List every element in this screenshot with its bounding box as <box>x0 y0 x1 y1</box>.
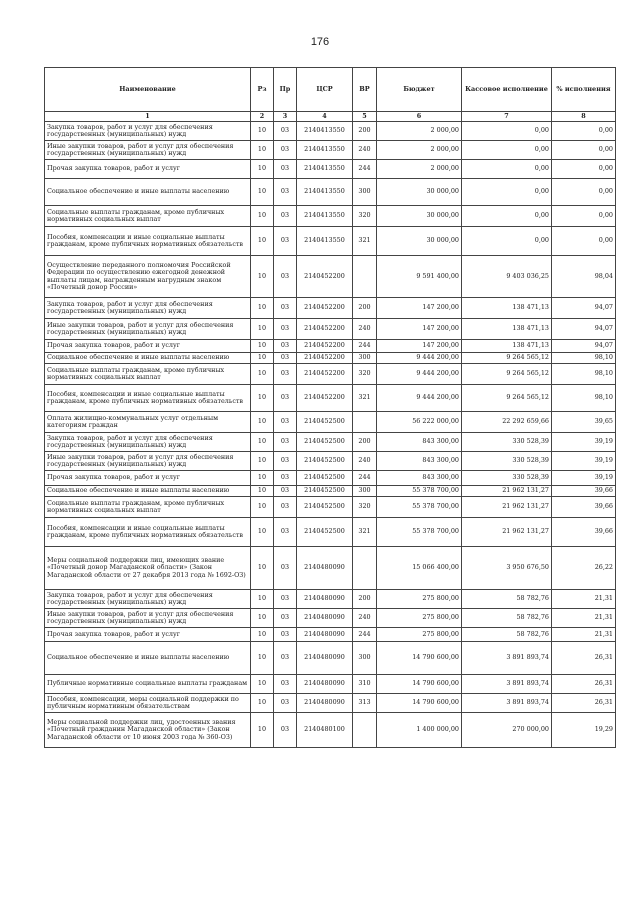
row-name: Меры социальной поддержки лиц, удостоенных звания «Почетный гражданин Магаданской области» (Закон Магаданской области от 10 июня 2003 года № 360-ОЗ) <box>45 713 251 748</box>
row-rz: 10 <box>251 609 274 628</box>
row-name: Закупка товаров, работ и услуг для обеспечения государственных (муниципальных) нужд <box>45 122 251 141</box>
row-vr: 321 <box>353 518 377 547</box>
row-cash: 3 891 893,74 <box>462 694 552 713</box>
table-row <box>45 486 616 497</box>
row-cash: 21 962 131,27 <box>462 497 552 518</box>
row-vr: 244 <box>353 160 377 179</box>
row-pr: 03 <box>274 497 297 518</box>
row-rz: 10 <box>251 590 274 609</box>
row-pr: 03 <box>274 364 297 385</box>
row-csr: 2140480090 <box>297 609 353 628</box>
column-number: 8 <box>552 112 616 122</box>
table-row <box>45 694 616 713</box>
row-budget: 843 300,00 <box>377 452 462 471</box>
row-pct: 21,31 <box>552 609 616 628</box>
row-pct: 0,00 <box>552 122 616 141</box>
row-pr: 03 <box>274 609 297 628</box>
row-vr: 300 <box>353 179 377 206</box>
row-vr: 320 <box>353 206 377 227</box>
row-pct: 39,65 <box>552 412 616 433</box>
row-pct: 21,31 <box>552 628 616 642</box>
row-rz: 10 <box>251 694 274 713</box>
row-rz: 10 <box>251 340 274 353</box>
row-cash: 330 528,39 <box>462 433 552 452</box>
row-vr: 300 <box>353 642 377 675</box>
table-row <box>45 353 616 364</box>
row-cash: 21 962 131,27 <box>462 518 552 547</box>
table-row <box>45 497 616 518</box>
row-csr: 2140480090 <box>297 694 353 713</box>
row-name: Пособия, компенсации и иные социальные выплаты гражданам, кроме публичных нормативных обязательств <box>45 385 251 412</box>
row-budget: 2 000,00 <box>377 122 462 141</box>
row-rz: 10 <box>251 452 274 471</box>
column-number: 5 <box>353 112 377 122</box>
row-vr: 321 <box>353 385 377 412</box>
row-name: Социальное обеспечение и иные выплаты населению <box>45 353 251 364</box>
header-budget: Бюджет <box>377 68 462 112</box>
row-name: Пособия, компенсации, меры социальной поддержки по публичным нормативным обязательствам <box>45 694 251 713</box>
row-pct: 94,07 <box>552 319 616 340</box>
row-cash: 0,00 <box>462 122 552 141</box>
row-rz: 10 <box>251 298 274 319</box>
row-vr <box>353 713 377 748</box>
column-number: 3 <box>274 112 297 122</box>
row-cash: 9 264 565,12 <box>462 385 552 412</box>
row-name: Прочая закупка товаров, работ и услуг <box>45 340 251 353</box>
row-cash: 0,00 <box>462 227 552 256</box>
row-rz: 10 <box>251 486 274 497</box>
row-pct: 0,00 <box>552 227 616 256</box>
row-cash: 0,00 <box>462 160 552 179</box>
table-row <box>45 298 616 319</box>
column-number: 7 <box>462 112 552 122</box>
row-rz: 10 <box>251 160 274 179</box>
row-pr: 03 <box>274 353 297 364</box>
row-cash: 22 292 659,66 <box>462 412 552 433</box>
page-number: 176 <box>310 36 330 48</box>
row-cash: 3 950 676,50 <box>462 547 552 590</box>
row-rz: 10 <box>251 471 274 486</box>
row-vr <box>353 412 377 433</box>
row-pr: 03 <box>274 452 297 471</box>
row-pr: 03 <box>274 385 297 412</box>
row-csr: 2140452200 <box>297 353 353 364</box>
row-pct: 98,04 <box>552 256 616 298</box>
column-number: 6 <box>377 112 462 122</box>
row-rz: 10 <box>251 319 274 340</box>
row-budget: 15 066 400,00 <box>377 547 462 590</box>
row-vr: 240 <box>353 452 377 471</box>
header-name: Наименование <box>45 68 251 112</box>
row-vr: 240 <box>353 609 377 628</box>
row-name: Иные закупки товаров, работ и услуг для обеспечения государственных (муниципальных) нужд <box>45 141 251 160</box>
row-rz: 10 <box>251 547 274 590</box>
row-cash: 9 264 565,12 <box>462 364 552 385</box>
row-budget: 843 300,00 <box>377 433 462 452</box>
column-number: 2 <box>251 112 274 122</box>
row-budget: 275 800,00 <box>377 590 462 609</box>
row-budget: 1 400 000,00 <box>377 713 462 748</box>
column-number-row <box>45 112 616 122</box>
header-cash: Кассовое исполнение <box>462 68 552 112</box>
row-pct: 0,00 <box>552 141 616 160</box>
column-number: 4 <box>297 112 353 122</box>
row-name: Меры социальной поддержки лиц, имеющих звание «Почетный донор Магаданской области» (Закон Магаданской области от 27 декабря 2013 года № 1692-ОЗ) <box>45 547 251 590</box>
row-cash: 58 782,76 <box>462 590 552 609</box>
row-pct: 39,66 <box>552 486 616 497</box>
row-cash: 58 782,76 <box>462 609 552 628</box>
table-header-row <box>45 68 616 112</box>
row-budget: 55 378 700,00 <box>377 497 462 518</box>
row-cash: 138 471,13 <box>462 319 552 340</box>
row-rz: 10 <box>251 433 274 452</box>
row-pct: 0,00 <box>552 160 616 179</box>
row-csr: 2140480090 <box>297 628 353 642</box>
row-budget: 275 800,00 <box>377 628 462 642</box>
table-row <box>45 518 616 547</box>
row-pct: 26,31 <box>552 642 616 675</box>
header-csr: ЦСР <box>297 68 353 112</box>
row-vr: 244 <box>353 340 377 353</box>
row-csr: 2140452200 <box>297 364 353 385</box>
header-pr: Пр <box>274 68 297 112</box>
row-pr: 03 <box>274 713 297 748</box>
row-vr: 200 <box>353 122 377 141</box>
row-csr: 2140452200 <box>297 298 353 319</box>
row-cash: 0,00 <box>462 141 552 160</box>
row-pct: 94,07 <box>552 340 616 353</box>
row-rz: 10 <box>251 179 274 206</box>
row-rz: 10 <box>251 227 274 256</box>
table-row <box>45 547 616 590</box>
row-vr: 244 <box>353 628 377 642</box>
row-pct: 26,22 <box>552 547 616 590</box>
row-budget: 2 000,00 <box>377 160 462 179</box>
budget-execution-table <box>44 67 616 748</box>
row-budget: 14 790 600,00 <box>377 675 462 694</box>
row-rz: 10 <box>251 385 274 412</box>
row-rz: 10 <box>251 256 274 298</box>
row-budget: 9 444 200,00 <box>377 353 462 364</box>
row-cash: 138 471,13 <box>462 298 552 319</box>
row-pr: 03 <box>274 412 297 433</box>
row-pct: 0,00 <box>552 179 616 206</box>
row-pct: 39,66 <box>552 518 616 547</box>
table-body <box>45 122 616 748</box>
row-name: Пособия, компенсации и иные социальные выплаты гражданам, кроме публичных нормативных обязательств <box>45 518 251 547</box>
row-name: Социальное обеспечение и иные выплаты населению <box>45 179 251 206</box>
row-budget: 2 000,00 <box>377 141 462 160</box>
row-cash: 9 264 565,12 <box>462 353 552 364</box>
row-pr: 03 <box>274 642 297 675</box>
table-row <box>45 385 616 412</box>
row-budget: 9 444 200,00 <box>377 364 462 385</box>
table-row <box>45 141 616 160</box>
row-name: Социальные выплаты гражданам, кроме публичных нормативных социальных выплат <box>45 497 251 518</box>
column-number: 1 <box>45 112 251 122</box>
row-csr: 2140413550 <box>297 141 353 160</box>
row-pr: 03 <box>274 628 297 642</box>
row-budget: 147 200,00 <box>377 298 462 319</box>
row-budget: 9 444 200,00 <box>377 385 462 412</box>
row-csr: 2140480090 <box>297 547 353 590</box>
row-rz: 10 <box>251 713 274 748</box>
row-name: Социальное обеспечение и иные выплаты населению <box>45 642 251 675</box>
row-budget: 147 200,00 <box>377 319 462 340</box>
row-budget: 55 378 700,00 <box>377 518 462 547</box>
table-row <box>45 433 616 452</box>
row-pr: 03 <box>274 256 297 298</box>
row-budget: 30 000,00 <box>377 179 462 206</box>
row-csr: 2140413550 <box>297 122 353 141</box>
row-rz: 10 <box>251 353 274 364</box>
row-budget: 30 000,00 <box>377 206 462 227</box>
row-csr: 2140413550 <box>297 227 353 256</box>
row-vr: 310 <box>353 675 377 694</box>
row-csr: 2140452200 <box>297 256 353 298</box>
row-budget: 14 790 600,00 <box>377 694 462 713</box>
row-cash: 58 782,76 <box>462 628 552 642</box>
row-pr: 03 <box>274 298 297 319</box>
row-rz: 10 <box>251 518 274 547</box>
row-name: Закупка товаров, работ и услуг для обеспечения государственных (муниципальных) нужд <box>45 298 251 319</box>
row-rz: 10 <box>251 122 274 141</box>
row-csr: 2140413550 <box>297 206 353 227</box>
table-row <box>45 412 616 433</box>
row-pct: 98,10 <box>552 353 616 364</box>
row-name: Иные закупки товаров, работ и услуг для обеспечения государственных (муниципальных) нужд <box>45 319 251 340</box>
row-csr: 2140452500 <box>297 471 353 486</box>
row-vr: 200 <box>353 433 377 452</box>
row-csr: 2140480090 <box>297 590 353 609</box>
table-row <box>45 642 616 675</box>
row-pr: 03 <box>274 227 297 256</box>
table-row <box>45 628 616 642</box>
row-rz: 10 <box>251 642 274 675</box>
row-pr: 03 <box>274 340 297 353</box>
row-pct: 39,19 <box>552 433 616 452</box>
row-pr: 03 <box>274 206 297 227</box>
row-budget: 30 000,00 <box>377 227 462 256</box>
row-pr: 03 <box>274 433 297 452</box>
header-pct: % исполнения <box>552 68 616 112</box>
row-cash: 21 962 131,27 <box>462 486 552 497</box>
row-csr: 2140480090 <box>297 642 353 675</box>
table-row <box>45 206 616 227</box>
row-name: Иные закупки товаров, работ и услуг для обеспечения государственных (муниципальных) нужд <box>45 452 251 471</box>
row-rz: 10 <box>251 497 274 518</box>
row-pct: 39,19 <box>552 471 616 486</box>
table-row <box>45 256 616 298</box>
row-csr: 2140452500 <box>297 497 353 518</box>
table-row <box>45 227 616 256</box>
row-budget: 55 378 700,00 <box>377 486 462 497</box>
row-rz: 10 <box>251 364 274 385</box>
row-pr: 03 <box>274 590 297 609</box>
row-vr <box>353 256 377 298</box>
row-name: Социальное обеспечение и иные выплаты населению <box>45 486 251 497</box>
row-budget: 275 800,00 <box>377 609 462 628</box>
row-name: Закупка товаров, работ и услуг для обеспечения государственных (муниципальных) нужд <box>45 590 251 609</box>
row-pr: 03 <box>274 160 297 179</box>
row-pct: 26,31 <box>552 675 616 694</box>
row-pr: 03 <box>274 518 297 547</box>
row-name: Оплата жилищно-коммунальных услуг отдельным категориям граждан <box>45 412 251 433</box>
row-name: Закупка товаров, работ и услуг для обеспечения государственных (муниципальных) нужд <box>45 433 251 452</box>
row-csr: 2140452500 <box>297 486 353 497</box>
row-pct: 94,07 <box>552 298 616 319</box>
row-csr: 2140413550 <box>297 179 353 206</box>
row-pr: 03 <box>274 675 297 694</box>
row-csr: 2140413550 <box>297 160 353 179</box>
table-row <box>45 340 616 353</box>
row-csr: 2140480100 <box>297 713 353 748</box>
row-budget: 14 790 600,00 <box>377 642 462 675</box>
row-name: Прочая закупка товаров, работ и услуг <box>45 160 251 179</box>
row-cash: 3 891 893,74 <box>462 675 552 694</box>
row-vr: 321 <box>353 227 377 256</box>
row-pr: 03 <box>274 471 297 486</box>
row-name: Публичные нормативные социальные выплаты гражданам <box>45 675 251 694</box>
row-csr: 2140452200 <box>297 340 353 353</box>
table-row <box>45 609 616 628</box>
row-name: Социальные выплаты гражданам, кроме публичных нормативных социальных выплат <box>45 364 251 385</box>
row-vr: 300 <box>353 353 377 364</box>
table-row <box>45 364 616 385</box>
row-pr: 03 <box>274 547 297 590</box>
row-vr: 240 <box>353 319 377 340</box>
row-name: Осуществление переданного полномочия Российской Федерации по осуществлению ежегодной денежной выплаты лицам, награжденным нагрудным знаком «Почетный донор России» <box>45 256 251 298</box>
row-cash: 330 528,39 <box>462 471 552 486</box>
row-cash: 3 891 893,74 <box>462 642 552 675</box>
row-vr: 320 <box>353 497 377 518</box>
row-pr: 03 <box>274 694 297 713</box>
table-row <box>45 160 616 179</box>
row-budget: 147 200,00 <box>377 340 462 353</box>
row-csr: 2140452500 <box>297 452 353 471</box>
table-row <box>45 590 616 609</box>
row-cash: 138 471,13 <box>462 340 552 353</box>
row-pr: 03 <box>274 486 297 497</box>
row-vr <box>353 547 377 590</box>
row-pr: 03 <box>274 179 297 206</box>
row-rz: 10 <box>251 675 274 694</box>
row-cash: 270 000,00 <box>462 713 552 748</box>
row-vr: 240 <box>353 141 377 160</box>
row-vr: 300 <box>353 486 377 497</box>
row-budget: 56 222 000,00 <box>377 412 462 433</box>
row-vr: 313 <box>353 694 377 713</box>
row-cash: 330 528,39 <box>462 452 552 471</box>
table-row <box>45 179 616 206</box>
row-csr: 2140452500 <box>297 433 353 452</box>
row-cash: 9 403 036,25 <box>462 256 552 298</box>
row-vr: 320 <box>353 364 377 385</box>
table-row <box>45 675 616 694</box>
row-vr: 244 <box>353 471 377 486</box>
row-pr: 03 <box>274 141 297 160</box>
row-pr: 03 <box>274 122 297 141</box>
row-pct: 39,66 <box>552 497 616 518</box>
row-rz: 10 <box>251 206 274 227</box>
row-rz: 10 <box>251 412 274 433</box>
table-row <box>45 471 616 486</box>
row-csr: 2140480090 <box>297 675 353 694</box>
row-csr: 2140452200 <box>297 319 353 340</box>
table-row <box>45 452 616 471</box>
row-name: Пособия, компенсации и иные социальные выплаты гражданам, кроме публичных нормативных обязательств <box>45 227 251 256</box>
row-pct: 21,31 <box>552 590 616 609</box>
row-pct: 0,00 <box>552 206 616 227</box>
row-pct: 98,10 <box>552 385 616 412</box>
row-csr: 2140452500 <box>297 412 353 433</box>
row-budget: 843 300,00 <box>377 471 462 486</box>
row-rz: 10 <box>251 628 274 642</box>
table-row <box>45 713 616 748</box>
row-cash: 0,00 <box>462 206 552 227</box>
row-vr: 200 <box>353 298 377 319</box>
row-cash: 0,00 <box>462 179 552 206</box>
table-row <box>45 122 616 141</box>
row-pct: 26,31 <box>552 694 616 713</box>
header-vr: ВР <box>353 68 377 112</box>
row-csr: 2140452200 <box>297 385 353 412</box>
row-name: Прочая закупка товаров, работ и услуг <box>45 471 251 486</box>
row-budget: 9 591 400,00 <box>377 256 462 298</box>
row-csr: 2140452500 <box>297 518 353 547</box>
row-pct: 19,29 <box>552 713 616 748</box>
row-name: Иные закупки товаров, работ и услуг для обеспечения государственных (муниципальных) нужд <box>45 609 251 628</box>
row-name: Прочая закупка товаров, работ и услуг <box>45 628 251 642</box>
header-rz: Рз <box>251 68 274 112</box>
row-pct: 39,19 <box>552 452 616 471</box>
row-pct: 98,10 <box>552 364 616 385</box>
row-rz: 10 <box>251 141 274 160</box>
row-name: Социальные выплаты гражданам, кроме публичных нормативных социальных выплат <box>45 206 251 227</box>
row-vr: 200 <box>353 590 377 609</box>
table-row <box>45 319 616 340</box>
row-pr: 03 <box>274 319 297 340</box>
